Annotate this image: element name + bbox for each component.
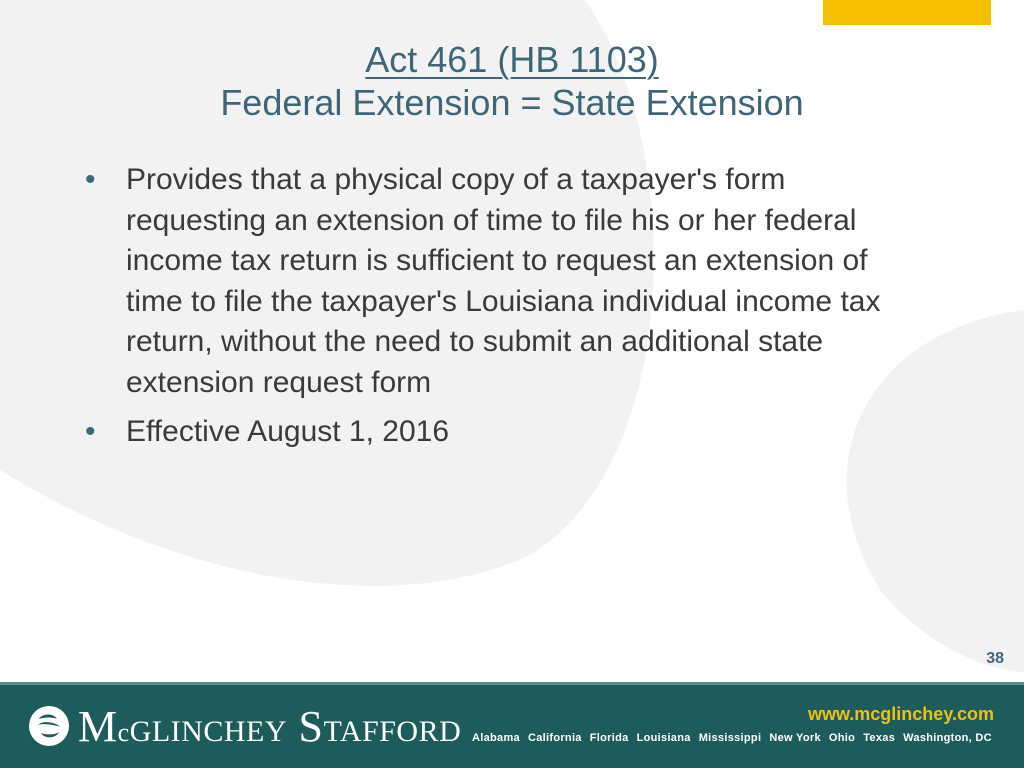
location-item: Mississippi bbox=[698, 732, 762, 744]
location-item: Louisiana bbox=[636, 732, 691, 744]
bullet-text: Effective August 1, 2016 bbox=[126, 415, 450, 448]
bullet-item bbox=[85, 412, 885, 453]
footer-divider bbox=[0, 682, 1024, 685]
bullet-item bbox=[85, 160, 885, 403]
location-item: Ohio bbox=[828, 732, 856, 744]
logo-wordmark bbox=[78, 704, 461, 756]
website-link[interactable]: www.mcglinchey.com bbox=[807, 704, 994, 724]
logo-mark-icon bbox=[28, 705, 70, 747]
bullet-marker: • bbox=[85, 415, 96, 448]
location-item: Florida bbox=[589, 732, 629, 744]
title-line-2: Federal Extension = State Extension bbox=[220, 82, 804, 123]
slide-title bbox=[0, 38, 1024, 124]
office-locations bbox=[472, 732, 992, 744]
location-item: New York bbox=[769, 732, 821, 744]
footer-bar bbox=[0, 682, 1024, 768]
accent-bar bbox=[823, 0, 991, 25]
logo-letter-s: S bbox=[298, 702, 324, 751]
bullet-text: Provides that a physical copy of a taxpayer's form requesting an extension of time to file his or her federal income tax return is sufficient to request an extension of time to file the taxpayer's Louisiana individual income tax return, without the need to submit an additional state extension request form bbox=[126, 163, 881, 399]
logo-glinchey: GLINCHEY bbox=[129, 715, 287, 748]
logo-letter-c: c bbox=[117, 718, 130, 747]
location-item: Washington, DC bbox=[903, 732, 992, 744]
logo-tafford: TAFFORD bbox=[323, 715, 462, 748]
location-item: Texas bbox=[863, 732, 896, 744]
location-item: California bbox=[528, 732, 582, 744]
title-line-1: Act 461 (HB 1103) bbox=[365, 39, 659, 80]
logo-letter-m: M bbox=[78, 702, 118, 751]
location-item: Alabama bbox=[472, 732, 520, 744]
page-number: 38 bbox=[986, 650, 1004, 667]
bullet-list bbox=[85, 160, 885, 462]
bullet-marker: • bbox=[85, 163, 96, 196]
